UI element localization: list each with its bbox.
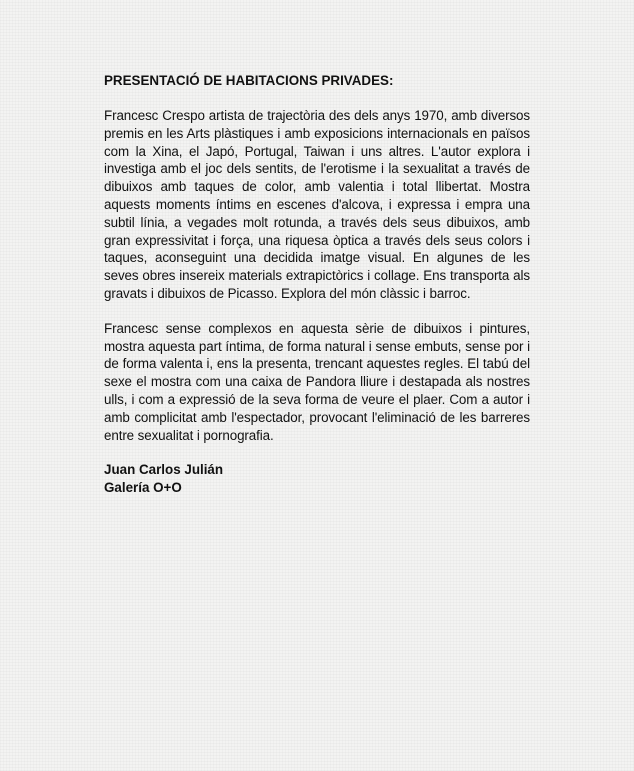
document-title: PRESENTACIÓ DE HABITACIONS PRIVADES: xyxy=(104,73,394,88)
gallery-name: Galería O+O xyxy=(104,480,182,496)
author-name: Juan Carlos Julián xyxy=(104,462,224,478)
paragraph-intro: Francesc Crespo artista de trajectòria des dels anys 1970, amb diversos premis en les Arts plàstiques i amb exposicions internacionals en països com la Xina, el Japó, Portugal, Taiwan i uns altres. L'autor explora i investiga amb el joc dels sentits, de l'erotisme i la sexualitat a través de dibuixos amb taques de color, amb valentia i total llibertat. Mostra aquests moments íntims en escenes d'alcova, i expressa i empra una subtil línia, a vegades molt rotunda, a través dels seus dibuixos, amb gran expressivitat i força, una riquesa òptica a través dels seus colors i taques, aconseguint una decidida imatge visual. En algunes de les seves obres insereix materials extrapictòrics i collage. Ens transporta als gravats i dibuixos de Picasso. Explora del món clàssic i barroc. xyxy=(104,108,530,301)
paragraph-second: Francesc sense complexos en aquesta sèrie de dibuixos i pintures, mostra aquesta part íntima, de forma natural i sense embuts, sense por i de forma valenta i, ens la presenta, trencant aquestes regles. El tabú del sexe el mostra com una caixa de Pandora lliure i destapada als nostres ulls, i com a expressió de la seva forma de veure el plaer. Com a autor i amb complicitat amb l'espectador, provocant l'eliminació de les barreres entre sexualitat i pornografia. xyxy=(104,320,530,443)
signature-block xyxy=(104,461,530,497)
document-body xyxy=(104,72,530,497)
